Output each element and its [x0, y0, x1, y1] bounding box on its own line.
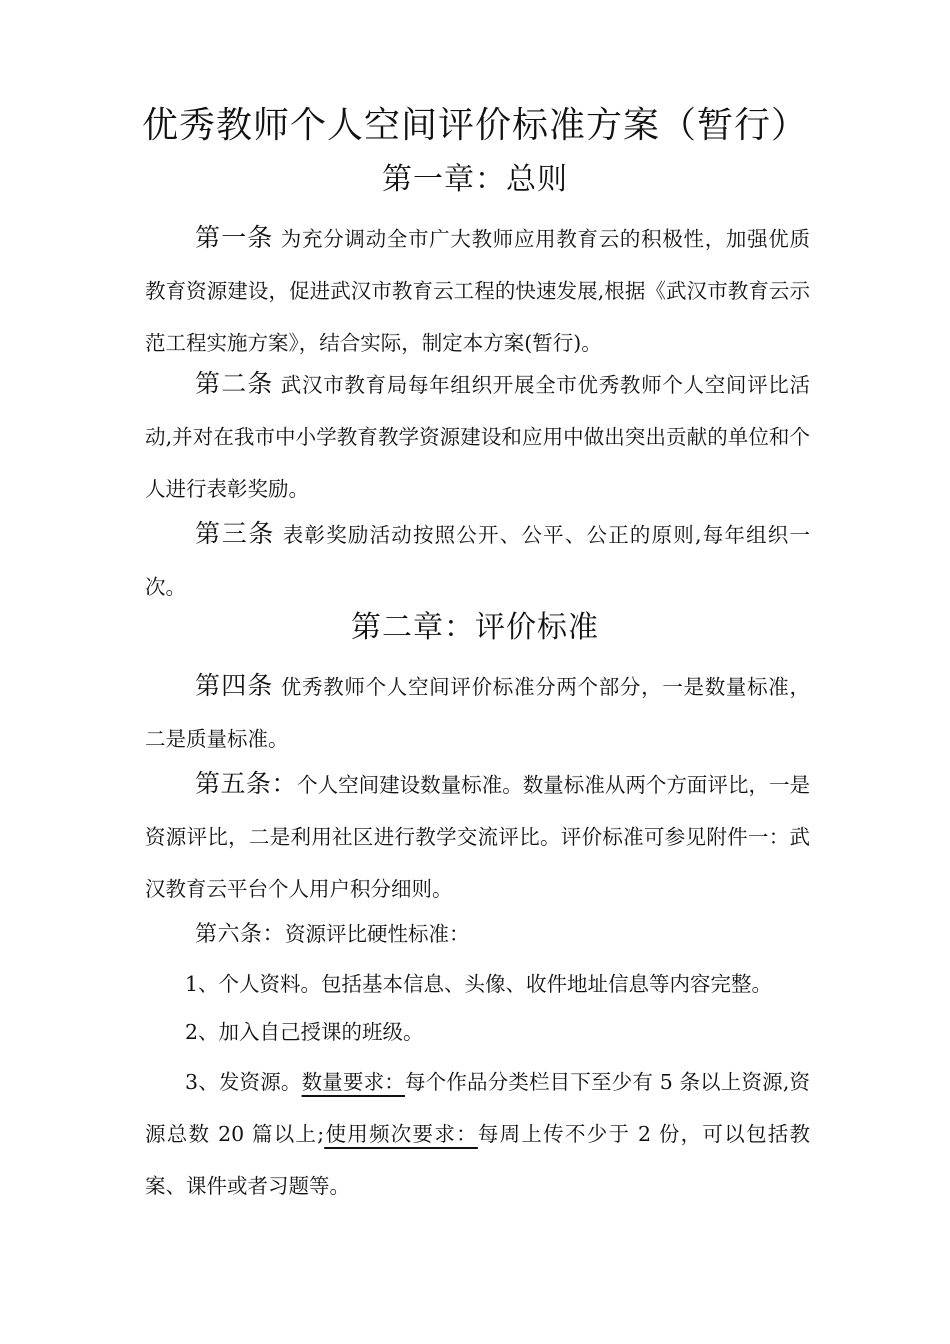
article-2 [145, 358, 810, 515]
quantity-requirement-label: 数量要求： [301, 1070, 405, 1094]
article-4-label: 第四条 [195, 671, 274, 700]
document-title: 优秀教师个人空间评价标准方案（暂行） [141, 105, 808, 146]
article-3-label: 第三条 [195, 519, 276, 548]
article-2-text: 武汉市教育局每年组织开展全市优秀教师个人空间评比活动,并对在我市中小学教育教学资源建设和应用中做出突出贡献的单位和个人进行表彰奖励。 [145, 373, 810, 501]
article-3 [145, 508, 810, 613]
article-5-label: 第五条： [195, 769, 298, 798]
article-1-label: 第一条 [195, 223, 274, 252]
article-1 [145, 212, 810, 369]
list-item-1: 1、个人资料。包括基本信息、头像、收件地址信息等内容完整。 [185, 972, 773, 996]
chapter-heading-2: 第二章：评价标准 [351, 610, 599, 645]
list-item-2: 2、加入自己授课的班级。 [185, 1020, 424, 1044]
article-6 [145, 908, 810, 961]
list-item-3-suffix: 每周上传不少于 2 份，可以包括教案、课件或者习题等。 [145, 1122, 811, 1198]
list-item-3-middle: 每个作品分类栏目下至少有 5 条以上资源,资源总数 20 篇以上; [145, 1070, 811, 1146]
article-4-text: 优秀教师个人空间评价标准分两个部分，一是数量标准，二是质量标准。 [145, 675, 810, 751]
list-item-3 [145, 1056, 810, 1212]
article-2-label: 第二条 [195, 369, 274, 398]
article-5 [145, 758, 810, 915]
article-6-text: 资源评比硬性标准： [285, 922, 470, 946]
article-6-label: 第六条： [195, 922, 286, 947]
list-item-3-prefix: 3、发资源。 [185, 1070, 302, 1094]
article-3-text: 表彰奖励活动按照公开、公平、公正的原则,每年组织一次。 [145, 523, 810, 599]
frequency-requirement-label: 使用频次要求： [324, 1122, 478, 1146]
article-5-text: 个人空间建设数量标准。数量标准从两个方面评比，一是资源评比，二是利用社区进行教学交流评比。评价标准可参见附件一：武汉教育云平台个人用户积分细则。 [145, 773, 810, 901]
article-1-text: 为充分调动全市广大教师应用教育云的积极性，加强优质教育资源建设，促进武汉市教育云工程的快速发展,根据《武汉市教育云示范工程实施方案》，结合实际，制定本方案(暂行)。 [145, 227, 810, 355]
chapter-heading-1: 第一章：总则 [382, 162, 568, 197]
article-4 [145, 660, 810, 765]
